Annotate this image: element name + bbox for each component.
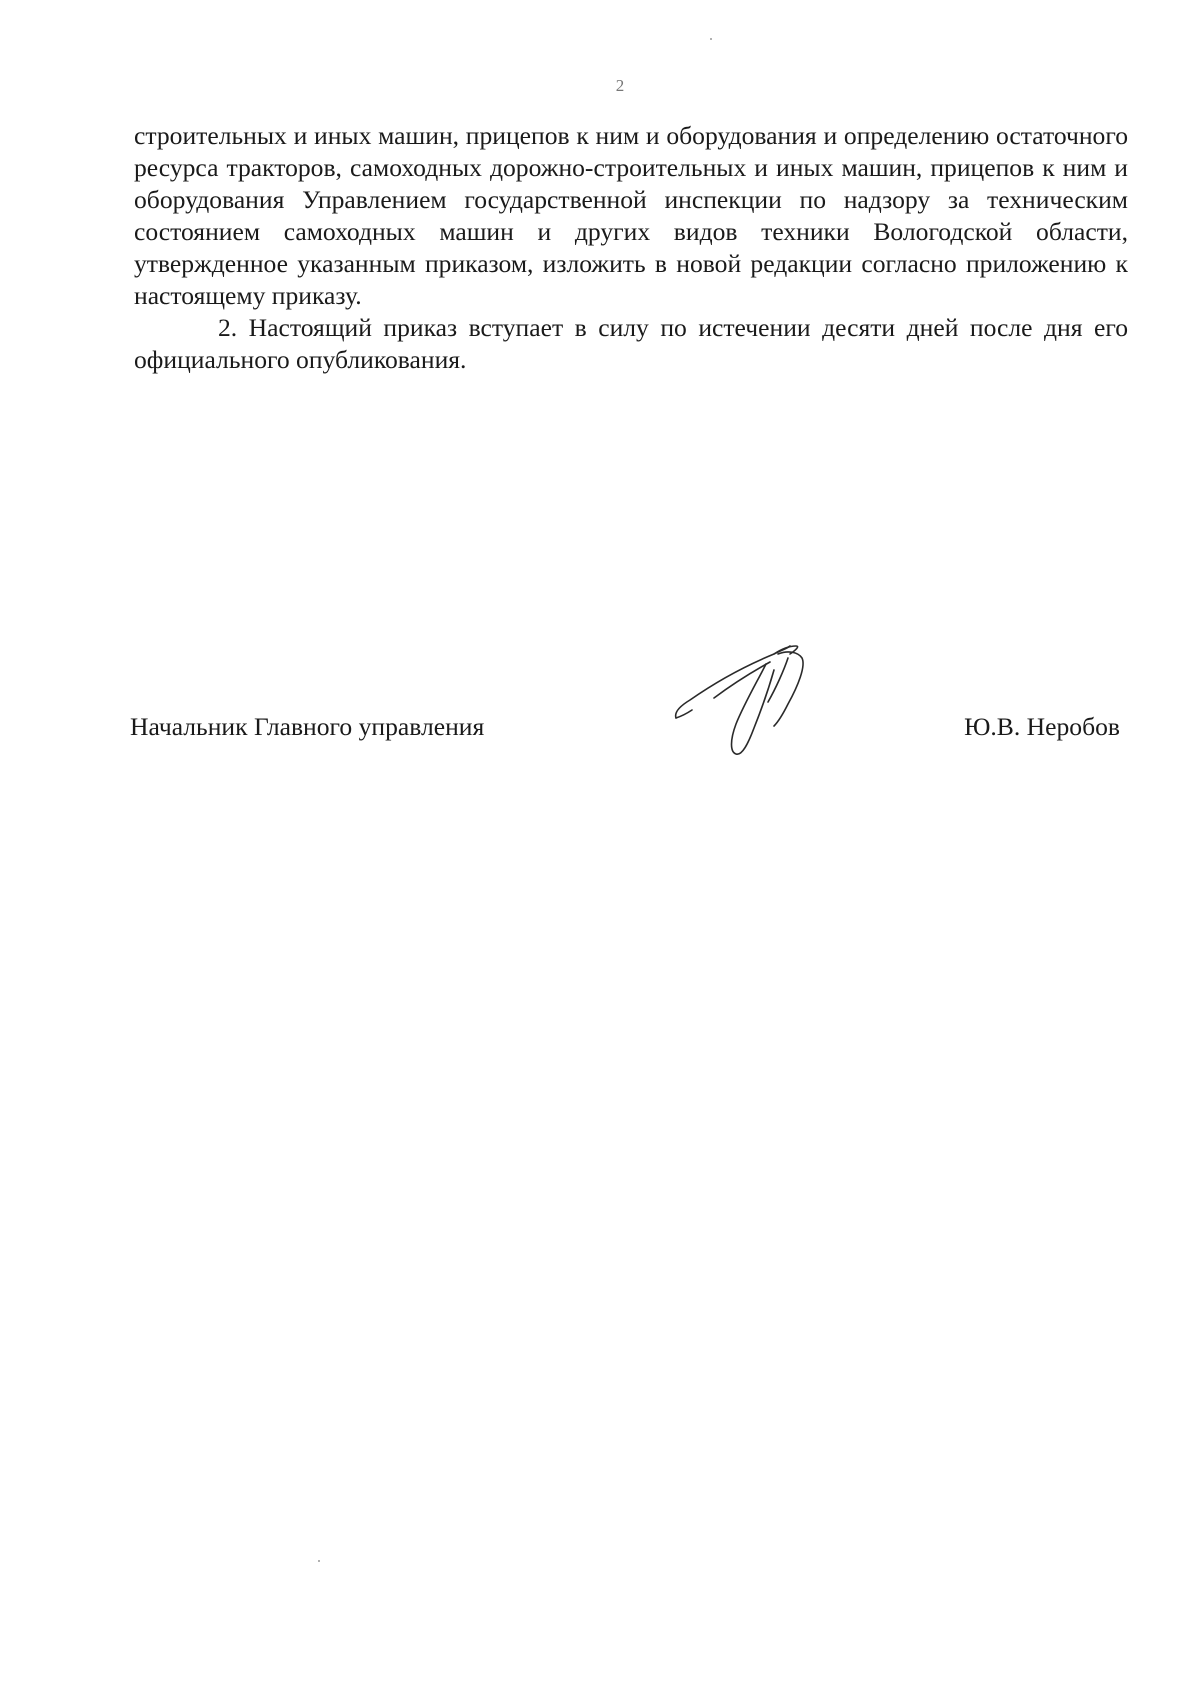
body-paragraph-item-2: 2. Настоящий приказ вступает в силу по истечении десяти дней после дня его официального опубликования. (134, 313, 1128, 374)
document-body (134, 120, 1128, 376)
signatory-position: Начальник Главного управления (130, 712, 485, 741)
signatory-name: Ю.В. Неробов (964, 712, 1120, 741)
handwritten-signature (670, 640, 840, 765)
body-paragraph-continuation: строительных и иных машин, прицепов к ним и оборудования и определению остаточного ресурса тракторов, самоходных дорожно-строительных и иных машин, прицепов к ним и оборудования Управлением государственной инспекции по надзору за техническим состоянием самоходных машин и других видов техники Вологодской области, утвержденное указанным приказом, изложить в новой редакции согласно приложению к настоящему приказу. (134, 121, 1128, 310)
signature-block (0, 640, 1200, 770)
page-number: 2 (615, 76, 625, 95)
scan-speck (710, 38, 712, 40)
scan-speck (318, 1560, 320, 1562)
